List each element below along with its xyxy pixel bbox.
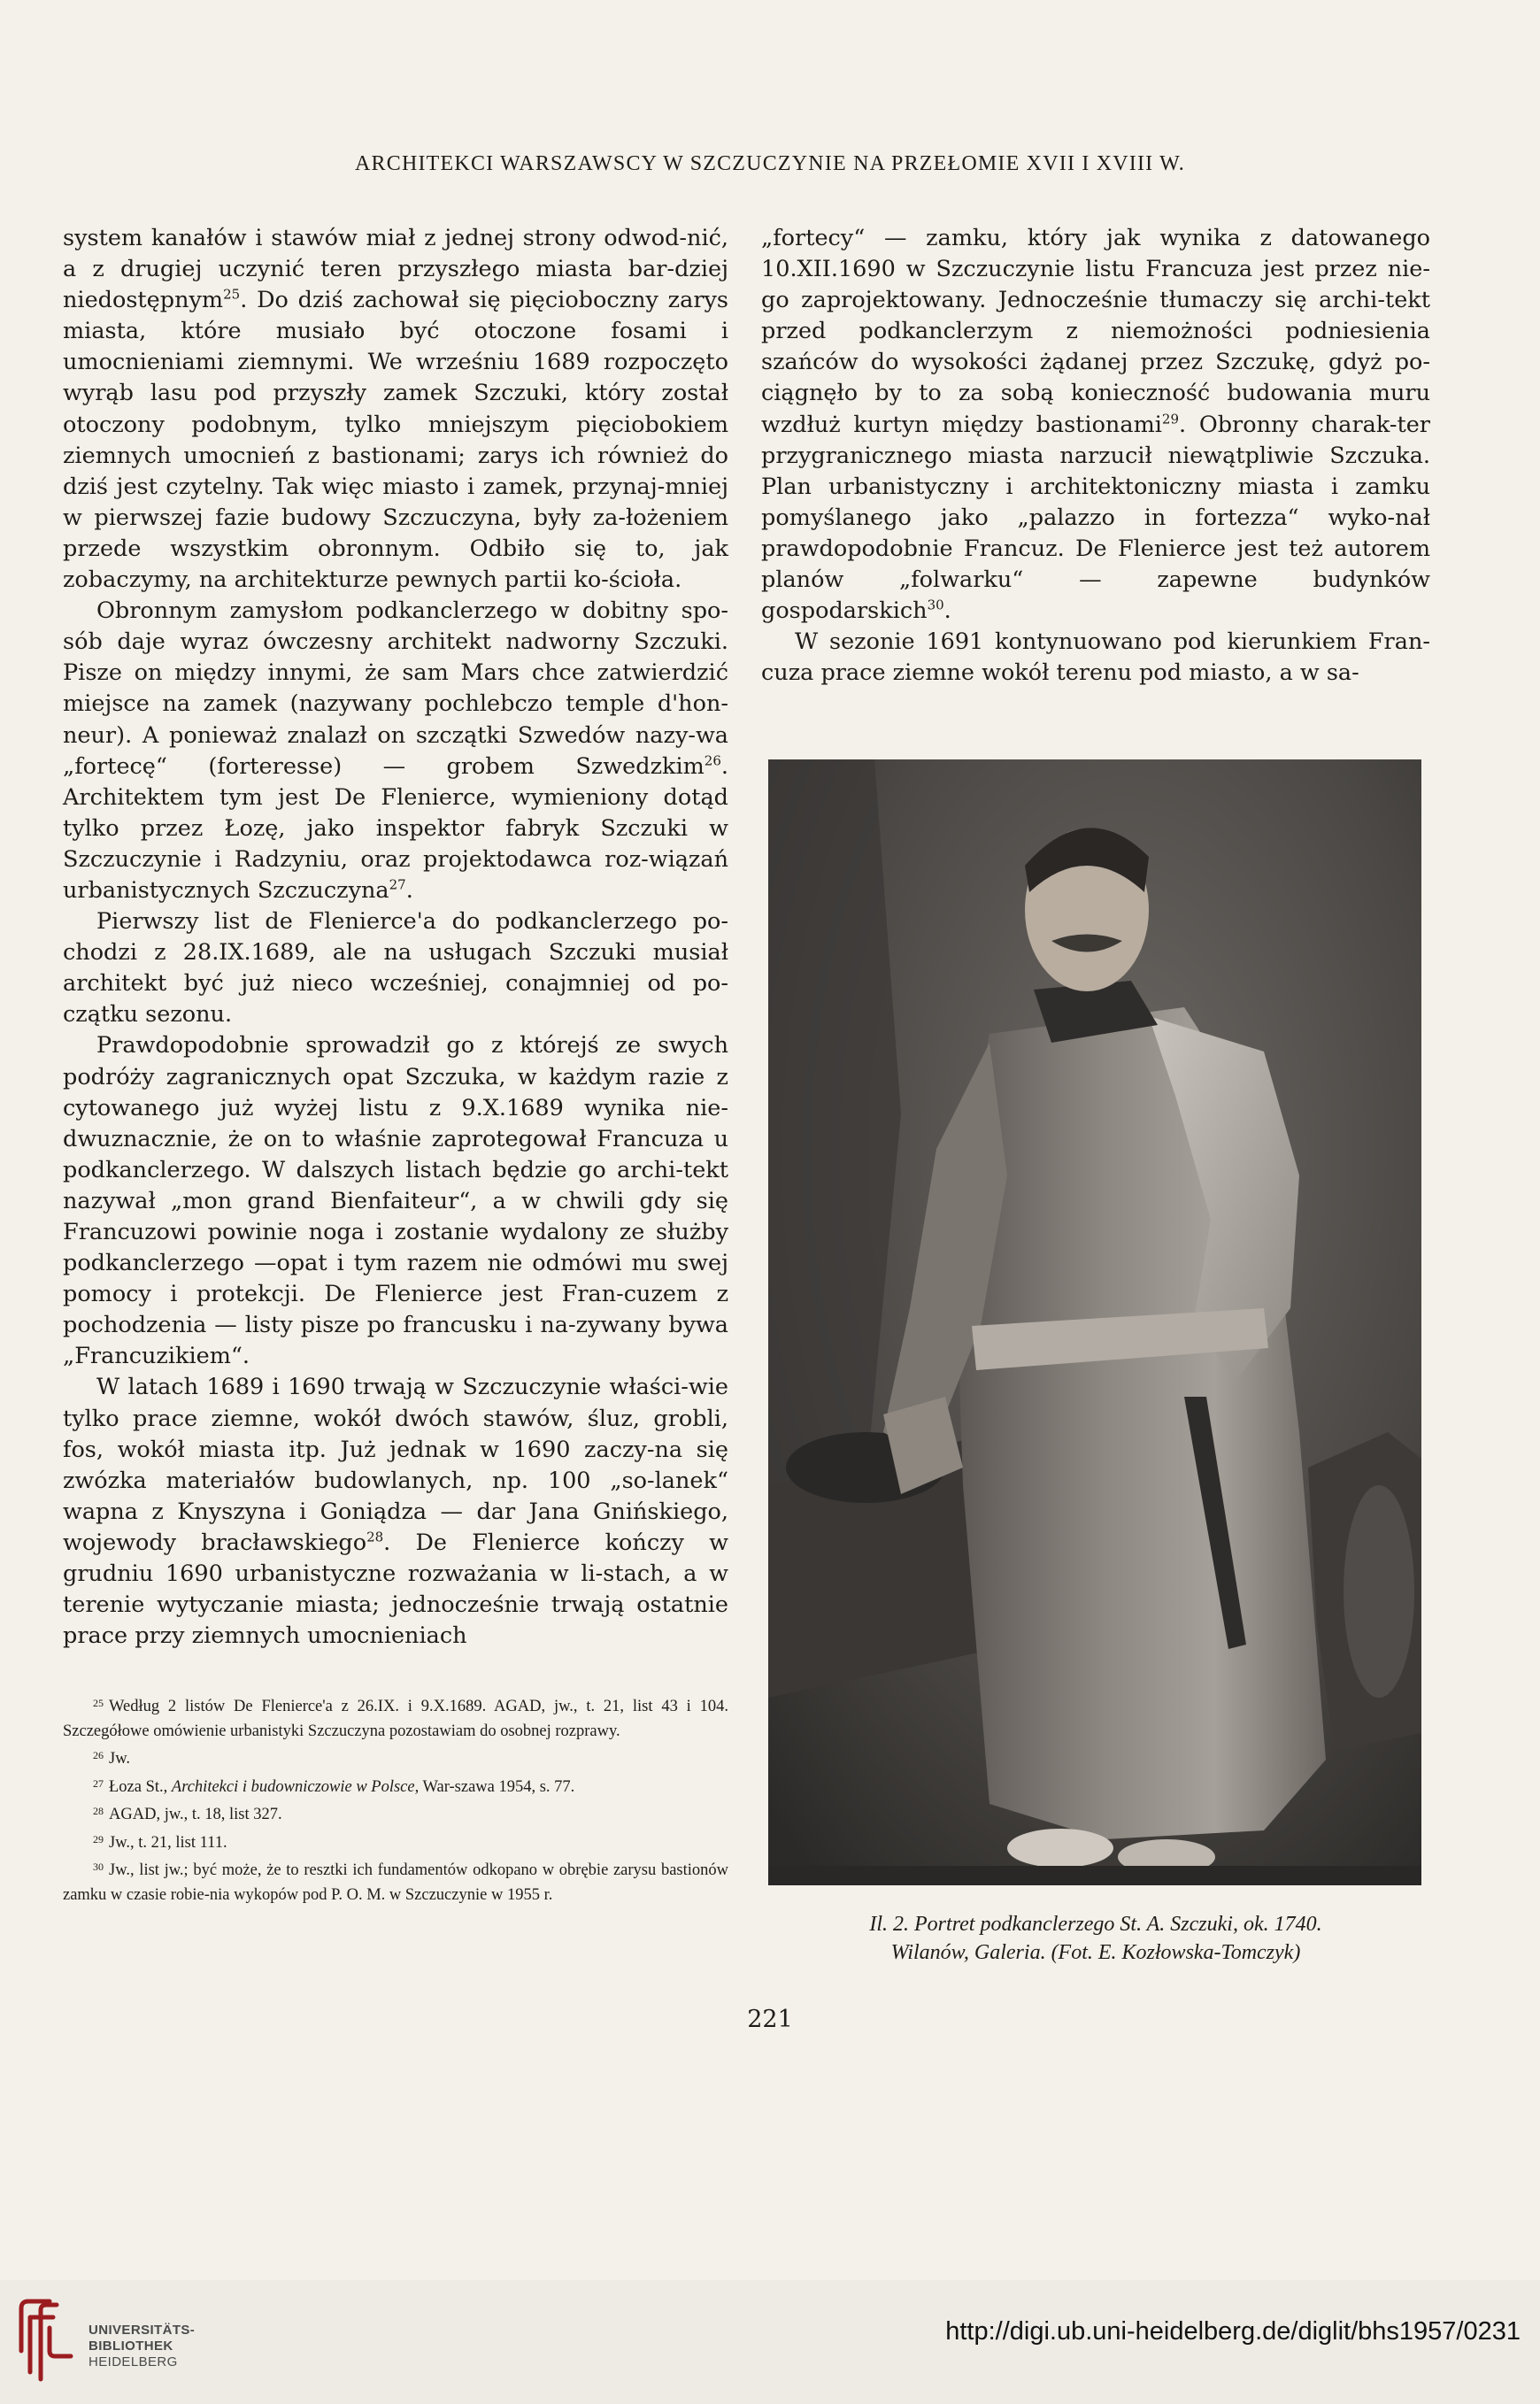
footnote-reference: 30 [927, 597, 944, 613]
paragraph [761, 223, 1430, 627]
text-run: system kanałów i stawów miał z jednej strony odwod-nić, a z drugiej uczynić teren przyszłego miasta bar-dziej niedostępnym [63, 225, 728, 314]
text-run: Prawdopodobnie sprowadził go z którejś ze swych podróży zagranicznych opat Szczuka, w każdym razie z cytowanego już wyżej listu z 9.X.1689 wynika nie-dwuznacznie, że on to właśnie zaprotegował Francuza u podkanclerzego. W dalszych listach będzie go archi-tekt nazywał „mon grand Bienfaiteur“, a w chwili gdy się Francuzowi powinie noga i zostanie wydalony ze służby podkanclerzego —opat i tym razem nie odmówi mu swej pomocy i protekcji. De Flenierce jest Fran-cuzem z pochodzenia — listy pisze po francusku i na-zywany bywa „Francuzikiem“. [63, 1032, 728, 1370]
italic-title: Architekci i budowniczowie w Polsce, [171, 1777, 420, 1796]
footnote-reference: 26 [704, 752, 721, 769]
footnote [63, 1828, 728, 1856]
text-run: „fortecy“ — zamku, który jak wynika z datowanego 10.XII.1690 w Szczuczynie listu Francuza jest przez nie-go zaprojektowany. Jednocześnie tłumaczy się archi-tekt przed podkanclerzym z niemożności podniesienia szańców do wysokości żądanej przez Szczukę, gdyż po-ciągnęło by to za sobą konieczność budowania muru wzdłuż kurtyn między bastionami [761, 225, 1430, 438]
library-logo-icon [18, 2298, 76, 2383]
body-text-right-column [761, 223, 1430, 689]
running-head: ARCHITEKCI WARSZAWSCY W SZCZUCZYNIE NA PRZEŁOMIE XVII I XVIII W. [355, 152, 1185, 175]
paragraph [761, 627, 1430, 689]
text-run: . De Flenierce kończy w grudniu 1690 urbanistyczne rozważania w li-stach, a w terenie wytyczanie miasta; jednocześnie trwają ostatnie prace przy ziemnych umocnieniach [63, 1529, 728, 1650]
footnote-number: 25 [93, 1697, 104, 1709]
footnote [63, 1691, 728, 1744]
paragraph [63, 223, 728, 596]
source-url-link[interactable]: http://digi.ub.uni-heidelberg.de/diglit/bhs1957/0231 [945, 2317, 1521, 2346]
paragraph [63, 596, 728, 906]
text-run: W latach 1689 i 1690 trwają w Szczuczynie właści-wie tylko prace ziemne, wokół dwóch stawów, śluz, grobli, fos, wokół miasta itp. Już jednak w 1690 zaczy-na się zwózka materiałów budowlanych, np. 100 „so-lanek“ wapna z Knyszyna i Goniądza — dar Jana Gnińskiego, wojewody bracławskiego [63, 1374, 728, 1556]
text-run: Jw. [109, 1750, 130, 1768]
footnote-number: 29 [93, 1832, 104, 1845]
portrait-photograph [768, 759, 1421, 1885]
text-run: . [943, 597, 951, 625]
paragraph [63, 1372, 728, 1652]
text-run: . [405, 876, 413, 904]
footnote-reference: 29 [1161, 411, 1179, 428]
portrait-image [768, 759, 1421, 1885]
footnote-reference: 27 [389, 876, 406, 893]
text-run: AGAD, jw., t. 18, list 327. [109, 1806, 282, 1823]
footnote [63, 1772, 728, 1800]
footnote-reference: 25 [223, 286, 241, 303]
text-run: Jw., list jw.; być może, że to resztki ich fundamentów odkopano w obrębie zarysu bastionów zamku w czasie robie-nia wykopów pod P. O. M. w Szczuczynie w 1955 r. [63, 1861, 728, 1904]
paragraph [63, 906, 728, 1030]
text-run: . Do dziś zachował się pięcioboczny zarys miasta, które musiało być otoczone fosami i umocnieniami ziemnymi. We wrześniu 1689 rozpoczęto wyrąb lasu pod przyszły zamek Szczuki, który został otoczony podobnym, tylko mniejszym pięciobokiem ziemnych umocnień z bastionami; zarys ich również do dziś jest czytelny. Tak więc miasto i zamek, przynaj-mniej w pierwszej fazie budowy Szczuczyna, były za-łożeniem przede wszystkim obronnym. Odbiło się to, jak zobaczymy, na architekturze pewnych partii ko-ścioła. [63, 287, 728, 594]
text-run: Według 2 listów De Flenierce'a z 26.IX. i 9.X.1689. AGAD, jw., t. 21, list 43 i 104. Szczegółowe omówienie urbanistyki Szczuczyna pozostawiam do osobnej rozprawy. [63, 1698, 728, 1740]
page-number: 221 [747, 2006, 793, 2033]
text-run: Pierwszy list de Flenierce'a do podkanclerzego po-chodzi z 28.IX.1689, ale na usługach Szczuki musiał architekt być już nieco wcześniej, conajmniej od po-czątku sezonu. [63, 908, 728, 1029]
text-run: . Architektem tym jest De Flenierce, wymieniony dotąd tylko przez Łozę, jako inspektor fabryk Szczuki w Szczuczynie i Radzyniu, oraz projektodawca roz-wiązań urbanistycznych Szczuczyna [63, 752, 728, 904]
text-run: Łoza St., [109, 1777, 172, 1796]
footnote-number: 27 [93, 1776, 104, 1790]
library-name-line-3: HEIDELBERG [89, 2354, 178, 2369]
paragraph [63, 1030, 728, 1372]
library-name-line-2: BIBLIOTHEK [89, 2339, 173, 2354]
footnote-number: 26 [93, 1749, 104, 1761]
footnote-number: 30 [93, 1861, 104, 1873]
text-run: . Obronny charak-ter przygranicznego miasta narzucił niewątpliwie Szczuka. Plan urbanistyczny i architektoniczny miasta i zamku pomyślanego jako „palazzo in fortezza“ wyko-nał prawdopodobnie Francuz. De Flenierce jest też autorem planów „folwarku“ — zapewne budynków gospodarskich [761, 411, 1430, 625]
footnote [63, 1799, 728, 1828]
footnote [63, 1855, 728, 1907]
library-name-line-1: UNIVERSITÄTS- [89, 2323, 196, 2338]
figure-caption [761, 1910, 1430, 1967]
figure-caption-line-2: Wilanów, Galeria. (Fot. E. Kozłowska-Tomczyk) [890, 1941, 1301, 1964]
text-run: Jw., t. 21, list 111. [109, 1833, 227, 1852]
footnote-reference: 28 [366, 1529, 384, 1545]
library-name [89, 2323, 195, 2370]
text-run: W sezonie 1691 kontynuowano pod kierunkiem Fran-cuza prace ziemne wokół terenu pod miasto, a w sa- [761, 628, 1430, 687]
text-run: War-szawa 1954, s. 77. [419, 1777, 575, 1796]
footnote [63, 1744, 728, 1772]
body-text-left-column [63, 223, 728, 1652]
footnotes [63, 1691, 728, 1907]
text-run: Obronnym zamysłom podkanclerzego w dobitny spo-sób daje wyraz ówczesny architekt nadworny Szczuki. Pisze on między innymi, że sam Mars chce zatwierdzić miejsce na zamek (nazywany pochlebczo temple d'hon-neur). A ponieważ znalazł on szczątki Szwedów nazy-wa „fortecę“ (forteresse) — grobem Szwedzkim [63, 597, 728, 780]
footnote-number: 28 [93, 1805, 104, 1817]
figure-caption-line-1: Il. 2. Portret podkanclerzego St. A. Szczuki, ok. 1740. [869, 1913, 1322, 1936]
